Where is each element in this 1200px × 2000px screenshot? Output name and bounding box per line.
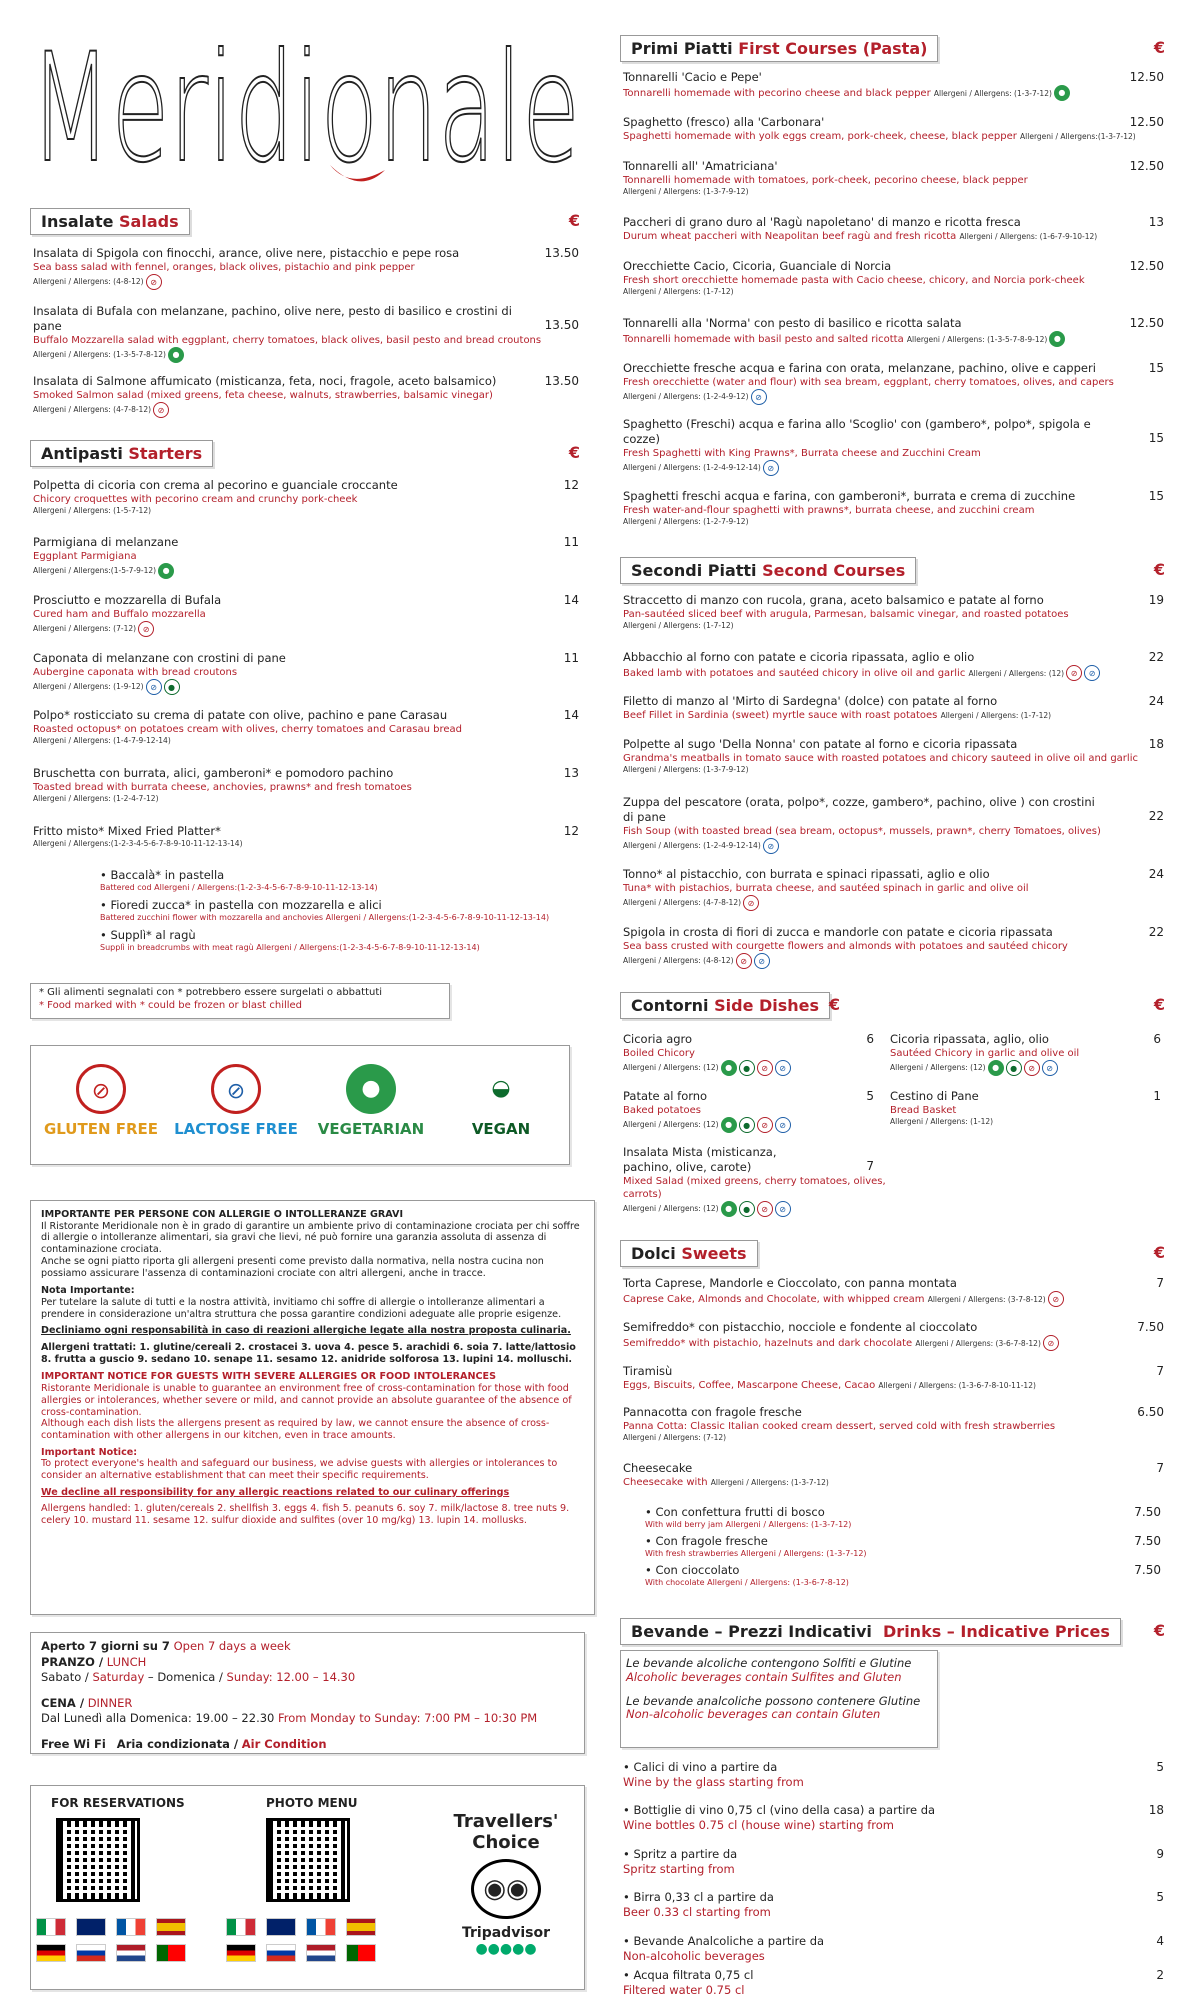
menu-item: Orecchiette Cacio, Cicoria, Guanciale di Norcia Fresh short orecchiette homemade pasta with Cacio cheese, chicory, and Norcia pork-cheek Allergeni / Allergens: (1-7-12) 12.50 [623,259,1164,296]
gluten-free-icon: ⊘ [743,895,759,911]
drink-item: • Spritz a partire da Spritz starting from 9 [623,1847,1164,1876]
menu-item: Straccetto di manzo con rucola, grana, aceto balsamico e patate al forno Pan-sautéed sliced beef with arugula, Parmesan, balsamic vinegar, and roasted potatoes Allergeni / Allergens: (1-7-12) 19 [623,593,1164,630]
opening-hours: Aperto 7 giorni su 7 Open 7 days a week PRANZO / LUNCH Sabato / Saturday – Domenica / Sunday: 12.00 – 14.30 CENA / DINNER Dal Lunedì alla Domenica: 19.00 – 22.30 From Monday to Sunday: 7:00 PM – 10:30 PM Free Wi Fi Aria condizionata / Air Condition [30,1632,585,1754]
menu-item: Polpette al sugo 'Della Nonna' con patate al forno e cicoria ripassata Grandma's meatballs in tomato sauce with roasted potatoes and chicory sauteed in olive oil and garlic Allergeni / Allergens: (1-3-7-9-12) 18 [623,737,1164,774]
menu-item: Caponata di melanzane con crostini di pane Aubergine caponata with bread croutons Allergeni / Allergens: (1-9-12) ⊘ ● 11 [33,651,593,695]
tripadvisor-owl-icon: ◉◉ [471,1859,541,1919]
tripadvisor-badge: Travellers' Choice ◉◉ Tripadvisor ●●●●● [441,1811,571,1957]
language-flags [31,1916,191,1968]
starters-heading: Antipasti Starters [30,440,213,467]
menu-subitem: • Con confettura frutti di bosco With wild berry jam Allergeni / Allergens: (1-3-7-12) 7.50 [645,1505,1161,1529]
menu-item: Tonno* al pistacchio, con burrata e spinaci ripassati, aglio e olio Tuna* with pistachios, burrata cheese, and sautéed spinach in garlic and olive oil Allergeni / Allergens: (4-7-8-12) ⊘ 24 [623,867,1178,911]
menu-item: Cicoria ripassata, aglio, olio Sautéed Chicory in garlic and olive oil Allergeni / Allergens: (12) ● ● ⊘ ⊘ 6 [890,1032,1175,1076]
menu-item: Filetto di manzo al 'Mirto di Sardegna' (dolce) con patate al forno Beef Fillet in Sardinia (sweet) myrtle sauce with roast potatoes Allergeni / Allergens: (1-7-12) 24 [623,694,1164,721]
gluten-free-icon: ⊘ [736,953,752,969]
menu-item: Insalata di Salmone affumicato (misticanza, feta, noci, fragole, aceto balsamico) Smoked Salmon salad (mixed greens, feta cheese, walnuts, strawberries, balsamic vinegar) Allergeni / Allergens: (4-7-8-12) ⊘ 13.50 [33,374,593,418]
gluten-free-icon: ⊘ [153,402,169,418]
menu-item: Polpetta di cicoria con crema al pecorino e guanciale croccante Chicory croquettes with pecorino cream and crunchy pork-cheek Allergeni / Allergens: (1-5-7-12) 12 [33,478,579,515]
menu-item: Insalata Mista (misticanza, pachino, olive, carote) Mixed Salad (mixed greens, cherry tomatoes, olives, carrots) Allergeni / Allergens: (12) ● ● ⊘ ⊘ 7 [623,1145,888,1217]
currency-symbol: € [568,443,580,462]
reservations-box: FOR RESERVATIONS PHOTO MENU Travellers' Choice ◉◉ Tripadvisor ●●●●● [30,1785,585,1990]
menu-subitem: • Fioredi zucca* in pastella con mozzarella e alici Battered zucchini flower with mozzarella and anchovies Allergeni / Allergens:(1-2-3-4-5-6-7-8-9-10-11-12-13-14) [100,898,550,922]
dietary-legend: ⊘ GLUTEN FREE ⊘ LACTOSE FREE ● VEGETARIAN ◒ VEGAN [30,1045,570,1165]
reservations-qr-code[interactable] [56,1818,140,1902]
drinks-heading: Bevande – Prezzi Indicativi Drinks – Indicative Prices [620,1618,1121,1645]
vegan-icon: ◒ [491,1076,511,1101]
menu-item: Cicoria agro Boiled Chicory Allergeni / Allergens: (12) ● ● ⊘ ⊘ 6 [623,1032,888,1076]
lactose-free-icon: ⊘ [754,953,770,969]
allergy-notice: IMPORTANTE PER PERSONE CON ALLERGIE O INTOLLERANZE GRAVI Il Ristorante Meridionale non è in grado di garantire un ambiente privo di contaminazione crociata per chi soffre di allergie o intolleranze alimentari, sia gravi che lievi, né può fornire una garanzia assoluta di assenza di contaminazione crociata. Anche se ogni piatto riporta gli allergeni presenti come previsto dalla normativa, nella nostra cucina non possiamo assicurare l'assenza di contaminazioni crociate con altri allergeni, anche in tracce. Nota Importante: Per tutelare la salute di tutti e la nostra attività, invitiamo chi soffre di allergie o intolleranze alimentari a prendere in considerazione un'altra struttura che possa garantire condizioni adeguate alle proprie esigenze. Decliniamo ogni responsabilità in caso di reazioni allergiche legate alla nostra proposta culinaria. Allergeni trattati: 1. glutine/cereali 2. crostacei 3. uova 4. pesce 5. arachidi 6. soia 7. latte/lattosio 8. frutta a guscio 9. sedano 10. senape 11. sesamo 12. anidride solforosa 13. lupini 14. molluschi. IMPORTANT NOTICE FOR GUESTS WITH SEVERE ALLERGIES OR FOOD INTOLERANCES Ristorante Meridionale is unable to guarantee an environment free of cross-contamination for those with food allergies or intolerances, whether severe or mild, and cannot provide an absolute guarantee of the absence of cross-contamination. Although each dish lists the allergens present as required by law, we cannot ensure the absence of cross-contamination with other allergens in our kitchen, even in trace amounts. Important Notice: To protect everyone's health and safeguard our business, we advise guests with allergies or intolerances to consider an alternative establishment that can meet their specific requirements. We decline all responsibility for any allergic reactions related to our culinary offerings Allergens handled: 1. gluten/cereals 2. shellfish 3. eggs 4. fish 5. peanuts 6. soy 7. milk/lactose 8. tree nuts 9. celery 10. mustard 11. sesame 12. sulfur dioxide and sulfites (over 10 mg/kg) 13. lupin 14. mollusks. [30,1200,595,1615]
meridionale-logo [30,20,590,195]
primi-section: Primi Piatti First Courses (Pasta) € Tonnarelli 'Cacio e Pepe' Tonnarelli homemade with pecorino cheese and black pepper Allergeni / Allergens: (1-3-7-12) ● 12.50 Spaghetto (fresco) alla 'Carbonara' Spaghetti homemade with yolk eggs cream, pork-cheek, cheese, black pepper Allergeni / Allergens:(1-3-7-12) 12.50 Tonnarelli all' 'Amatriciana' Tonnarelli homemade with tomatoes, pork-cheek, pecorino cheese, black pepper Allergeni / Allergens: (1-3-7-9-12) 12.50 Paccheri di grano duro al 'Ragù napoletano' di manzo e ricotta fresca Durum wheat paccheri with Neapolitan beef ragù and fresh ricotta Allergeni / Allergens: (1-6-7-9-10-12) 13 Orecchiette Cacio, Cicoria, Guanciale di Norcia Fresh short orecchiette homemade pasta with Cacio cheese, chicory, and Norcia pork-cheek Allergeni / Allergens: (1-7-12) 12.50 Tonnarelli alla 'Norma' con pesto di basilico e ricotta salata Tonnarelli homemade with basil pesto and salted ricotta Allergeni / Allergens: (1-3-5-7-8-9-12) ● 12.50 Orecchiette fresche acqua e farina con orata, melanzane, pachino, olive e capperi Fresh orecchiette (water and flour) with sea bream, eggplant, cherry tomatoes, olives, and capers Allergeni / Allergens: (1-2-4-9-12) ⊘ 15 Spaghetto (Freschi) acqua e farina allo 'Scoglio' con (gambero*, polpo*, spigola e cozze) Fresh Spaghetti with King Prawns*, Burrata cheese and Zucchini Cream Allergeni / Allergens: (1-2-4-9-12-14) ⊘ 15 Spaghetti freschi acqua e farina, con gamberoni*, burrata e crema di zucchine Fresh water-and-flour spaghetti with prawns*, burrata cheese, and zucchini cream Allergeni / Allergens: (1-2-7-9-12) 15 [620,35,1175,535]
frozen-note: * Gli alimenti segnalati con * potrebbero essere surgelati o abbattuti * Food marked with * could be frozen or blast chilled [30,983,450,1019]
dolci-heading: Dolci Sweets [620,1240,758,1267]
logo-text: Meridionale [30,22,580,195]
starters-section [30,440,590,952]
primi-heading: Primi Piatti First Courses (Pasta) [620,35,938,62]
lactose-free-icon: ⊘ [146,679,162,695]
drink-item: • Bevande Analcoliche a partire da Non-alcoholic beverages 4 [623,1934,1164,1963]
lactose-free-icon: ⊘ [751,389,767,405]
rating-dots-icon: ●●●●● [475,1941,537,1957]
vegetarian-icon: ● [1054,85,1070,101]
gluten-free-icon: ⊘ [76,1064,126,1114]
salads-section [30,208,590,418]
menu-item: Fritto misto* Mixed Fried Platter* Allergeni / Allergens:(1-2-3-4-5-6-7-8-9-10-11-12-13-14) 12 [33,824,579,848]
menu-item: Pannacotta con fragole fresche Panna Cotta: Classic Italian cooked cream dessert, served cold with fresh strawberries Allergeni / Allergens: (7-12) 6.50 [623,1405,1164,1442]
vegetarian-icon: ● [158,563,174,579]
menu-item: Polpo* rosticciato su crema di patate con olive, pachino e pane Carasau Roasted octopus* on potatoes cream with olives, cherry tomatoes and Carasau bread Allergeni / Allergens: (1-4-7-9-12-14) 14 [33,708,579,745]
menu-item: Parmigiana di melanzane Eggplant Parmigiana Allergeni / Allergens:(1-5-7-9-12) ● 11 [33,535,593,579]
menu-item: Abbacchio al forno con patate e cicoria ripassata, aglio e olio Baked lamb with potatoes and sautéed chicory in olive oil and garlic Allergeni / Allergens: (12) ⊘ ⊘ 22 [623,650,1164,679]
lactose-free-icon: ⊘ [763,460,779,476]
dolci-section: Dolci Sweets € Torta Caprese, Mandorle e Cioccolato, con panna montata Caprese Cake, Almonds and Chocolate, with whipped cream Allergeni / Allergens: (3-7-8-12) ⊘ 7 Semifreddo* con pistacchio, nocciole e fondente al cioccolato Semifreddo* with pistachio, hazelnuts and dark chocolate Allergeni / Allergens: (3-6-7-8-12) ⊘ 7.50 Tiramisù Eggs, Biscuits, Coffee, Mascarpone Cheese, Cacao Allergeni / Allergens: (1-3-6-7-8-10-11-12) 7 Pannacotta con fragole fresche Panna Cotta: Classic Italian cooked cream dessert, served cold with fresh strawberries Allergeni / Allergens: (7-12) 6.50 Cheesecake Cheesecake with Allergeni / Allergens: (1-3-7-12) 7 • Con confettura frutti di bosco With wild berry jam Allergeni / Allergens: (1-3-7-12) 7.50 • Con fragole fresche With fresh strawberries Allergeni / Allergens: (1-3-7-12) 7.50 • Con cioccolato With chocolate Allergeni / Allergens: (1-3-6-7-8-12) 7.50 [620,1240,1175,1590]
menu-item: Tonnarelli alla 'Norma' con pesto di basilico e ricotta salata Tonnarelli homemade with basil pesto and salted ricotta Allergeni / Allergens: (1-3-5-7-8-9-12) ● 12.50 [623,316,1164,345]
menu-subitem: • Baccalà* in pastella Battered cod Allergeni / Allergens:(1-2-3-4-5-6-7-8-9-10-11-12-13-14) [100,868,378,892]
drink-item: • Calici di vino a partire da Wine by the glass starting from 5 [623,1760,1164,1789]
vegetarian-icon: ● [346,1064,396,1114]
contorni-heading: Contorni Side Dishes [620,992,830,1019]
drinks-section: Bevande – Prezzi Indicativi Drinks – Indicative Prices € Le bevande alcoliche contengono Solfiti e Glutine Alcoholic beverages contain Sulfites and Gluten Le bevande analcoliche possono contenere Glutine Non-alcoholic beverages can contain Gluten • Calici di vino a partire da Wine by the glass starting from 5 • Bottiglie di vino 0,75 cl (vino della casa) a partire da Wine bottles 0.75 cl (house wine) starting from 18 • Spritz a partire da Spritz starting from 9 • Birra 0,33 cl a partire da Beer 0.33 cl starting from 5 • Bevande Analcoliche a partire da Non-alcoholic beverages 4 • Acqua filtrata 0,75 cl Filtered water 0.75 cl 2 [620,1618,1175,1998]
drink-item: • Acqua filtrata 0,75 cl Filtered water 0.75 cl 2 [623,1968,1164,1997]
vegetarian-icon: ● [168,347,184,363]
salads-heading: Insalate Salads [30,208,190,235]
secondi-section: Secondi Piatti Second Courses € Straccetto di manzo con rucola, grana, aceto balsamico e patate al forno Pan-sautéed sliced beef with arugula, Parmesan, balsamic vinegar, and roasted potatoes Allergeni / Allergens: (1-7-12) 19 Abbacchio al forno con patate e cicoria ripassata, aglio e olio Baked lamb with potatoes and sautéed chicory in olive oil and garlic Allergeni / Allergens: (12) ⊘ ⊘ 22 Filetto di manzo al 'Mirto di Sardegna' (dolce) con patate al forno Beef Fillet in Sardinia (sweet) myrtle sauce with roast potatoes Allergeni / Allergens: (1-7-12) 24 Polpette al sugo 'Della Nonna' con patate al forno e cicoria ripassata Grandma's meatballs in tomato sauce with roasted potatoes and chicory sauteed in olive oil and garlic Allergeni / Allergens: (1-3-7-9-12) 18 Zuppa del pescatore (orata, polpo*, cozze, gambero*, pachino, olive ) con crostini di pane Fish Soup (with toasted bread (sea bream, octopus*, mussels, prawn*, cherry Tomatoes, olives) Allergeni / Allergens: (1-2-4-9-12-14) ⊘ 22 Tonno* al pistacchio, con burrata e spinaci ripassati, aglio e olio Tuna* with pistachios, burrata cheese, and sautéed spinach in garlic and olive oil Allergeni / Allergens: (4-7-8-12) ⊘ 24 Spigola in crosta di fiori di zucca e mandorle con patate e cicoria ripassata Sea bass crusted with courgette flowers and almonds with potatoes and sautéed chicory Allergeni / Allergens: (4-8-12) ⊘ ⊘ 22 [620,557,1175,977]
menu-item: Spaghetto (fresco) alla 'Carbonara' Spaghetti homemade with yolk eggs cream, pork-cheek, cheese, black pepper Allergeni / Allergens:(1-3-7-12) 12.50 [623,115,1164,142]
drinks-note: Le bevande alcoliche contengono Solfiti e Glutine Alcoholic beverages contain Sulfites and Gluten Le bevande analcoliche possono contenere Glutine Non-alcoholic beverages can contain Gluten [620,1650,938,1748]
secondi-heading: Secondi Piatti Second Courses [620,557,916,584]
drink-item: • Bottiglie di vino 0,75 cl (vino della casa) a partire da Wine bottles 0.75 cl (house wine) starting from 18 [623,1803,1164,1832]
lactose-free-icon: ⊘ [211,1064,261,1114]
vegan-icon: ● [164,679,180,695]
menu-item: Tonnarelli all' 'Amatriciana' Tonnarelli homemade with tomatoes, pork-cheek, pecorino cheese, black pepper Allergeni / Allergens: (1-3-7-9-12) 12.50 [623,159,1164,196]
menu-item: Tonnarelli 'Cacio e Pepe' Tonnarelli homemade with pecorino cheese and black pepper Allergeni / Allergens: (1-3-7-12) ● 12.50 [623,70,1164,99]
menu-subitem: • Supplì* al ragù Supplì in breadcrumbs with meat ragù Allergeni / Allergens:(1-2-3-4-5-6-7-8-9-10-11-12-13-14) [100,928,480,952]
menu-item: Spaghetto (Freschi) acqua e farina allo 'Scoglio' con (gambero*, polpo*, spigola e cozze) Fresh Spaghetti with King Prawns*, Burrata cheese and Zucchini Cream Allergeni / Allergens: (1-2-4-9-12-14) ⊘ 15 [623,417,1178,476]
menu-item: Patate al forno Baked potatoes Allergeni / Allergens: (12) ● ● ⊘ ⊘ 5 [623,1089,888,1133]
gluten-free-icon: ⊘ [138,621,154,637]
menu-item: Prosciutto e mozzarella di Bufala Cured ham and Buffalo mozzarella Allergeni / Allergens: (7-12) ⊘ 14 [33,593,593,637]
menu-item: Cheesecake Cheesecake with Allergeni / Allergens: (1-3-7-12) 7 [623,1461,1164,1488]
gluten-free-icon: ⊘ [146,274,162,290]
lactose-free-icon: ⊘ [1084,665,1100,681]
menu-subitem: • Con fragole fresche With fresh strawberries Allergeni / Allergens: (1-3-7-12) 7.50 [645,1534,1161,1558]
menu-item: Torta Caprese, Mandorle e Cioccolato, con panna montata Caprese Cake, Almonds and Chocolate, with whipped cream Allergeni / Allergens: (3-7-8-12) ⊘ 7 [623,1276,1164,1305]
currency-symbol: € [568,211,580,230]
menu-item: Tiramisù Eggs, Biscuits, Coffee, Mascarpone Cheese, Cacao Allergeni / Allergens: (1-3-6-7-8-10-11-12) 7 [623,1364,1164,1391]
lactose-free-icon: ⊘ [763,838,779,854]
gluten-free-icon: ⊘ [1066,665,1082,681]
menu-item: Bruschetta con burrata, alici, gamberoni* e pomodoro pachino Toasted bread with burrata cheese, anchovies, prawns* and fresh tomatoes Allergeni / Allergens: (1-2-4-7-12) 13 [33,766,579,803]
drink-item: • Birra 0,33 cl a partire da Beer 0.33 cl starting from 5 [623,1890,1164,1919]
menu-item: Paccheri di grano duro al 'Ragù napoletano' di manzo e ricotta fresca Durum wheat paccheri with Neapolitan beef ragù and fresh ricotta Allergeni / Allergens: (1-6-7-9-10-12) 13 [623,215,1164,242]
menu-subitem: • Con cioccolato With chocolate Allergeni / Allergens: (1-3-6-7-8-12) 7.50 [645,1563,1161,1587]
menu-item: Zuppa del pescatore (orata, polpo*, cozze, gambero*, pachino, olive ) con crostini di pane Fish Soup (with toasted bread (sea bream, octopus*, mussels, prawn*, cherry Tomatoes, olives) Allergeni / Allergens: (1-2-4-9-12-14) ⊘ 22 [623,795,1178,854]
menu-item: Insalata di Bufala con melanzane, pachino, olive nere, pesto di basilico e crostini di pane Buffalo Mozzarella salad with eggplant, cherry tomatoes, black olives, basil pesto and bread croutons Allergeni / Allergens: (1-3-5-7-8-12) ● 13.50 [33,304,593,363]
menu-item: Spigola in crosta di fiori di zucca e mandorle con patate e cicoria ripassata Sea bass crusted with courgette flowers and almonds with potatoes and sautéed chicory Allergeni / Allergens: (4-8-12) ⊘ ⊘ 22 [623,925,1178,969]
menu-item: Orecchiette fresche acqua e farina con orata, melanzane, pachino, olive e capperi Fresh orecchiette (water and flour) with sea bream, eggplant, cherry tomatoes, olives, and capers Allergeni / Allergens: (1-2-4-9-12) ⊘ 15 [623,361,1178,405]
menu-item: Semifreddo* con pistacchio, nocciole e fondente al cioccolato Semifreddo* with pistachio, hazelnuts and dark chocolate Allergeni / Allergens: (3-6-7-8-12) ⊘ 7.50 [623,1320,1164,1349]
photo-menu-qr-code[interactable] [266,1818,350,1902]
contorni-section: Contorni Side Dishes € € Cicoria agro Boiled Chicory Allergeni / Allergens: (12) ● ● ⊘ ⊘ 6 Patate al forno Baked potatoes Allergeni / Allergens: (12) ● ● ⊘ ⊘ 5 Insalata Mista (misticanza, pachino, olive, carote) Mixed Salad (mixed greens, cherry tomatoes, olives, carrots) Allergeni / Allergens: (12) ● ● ⊘ ⊘ 7 Cicoria ripassata, aglio, olio Sautéed Chicory in garlic and olive oil Allergeni / Allergens: (12) ● ● ⊘ ⊘ 6 Cestino di Pane Bread Basket Allergeni / Allergens: (1-12) 1 [620,992,1175,1242]
menu-item: Insalata di Spigola con finocchi, arance, olive nere, pistacchio e pepe rosa Sea bass salad with fennel, oranges, black olives, pistachio and pink pepper Allergeni / Allergens: (4-8-12) ⊘ 13.50 [33,246,593,290]
vegetarian-icon: ● [1049,331,1065,347]
menu-item: Cestino di Pane Bread Basket Allergeni / Allergens: (1-12) 1 [890,1089,1161,1126]
menu-item: Spaghetti freschi acqua e farina, con gamberoni*, burrata e crema di zucchine Fresh water-and-flour spaghetti with prawns*, burrata cheese, and zucchini cream Allergeni / Allergens: (1-2-7-9-12) 15 [623,489,1164,526]
